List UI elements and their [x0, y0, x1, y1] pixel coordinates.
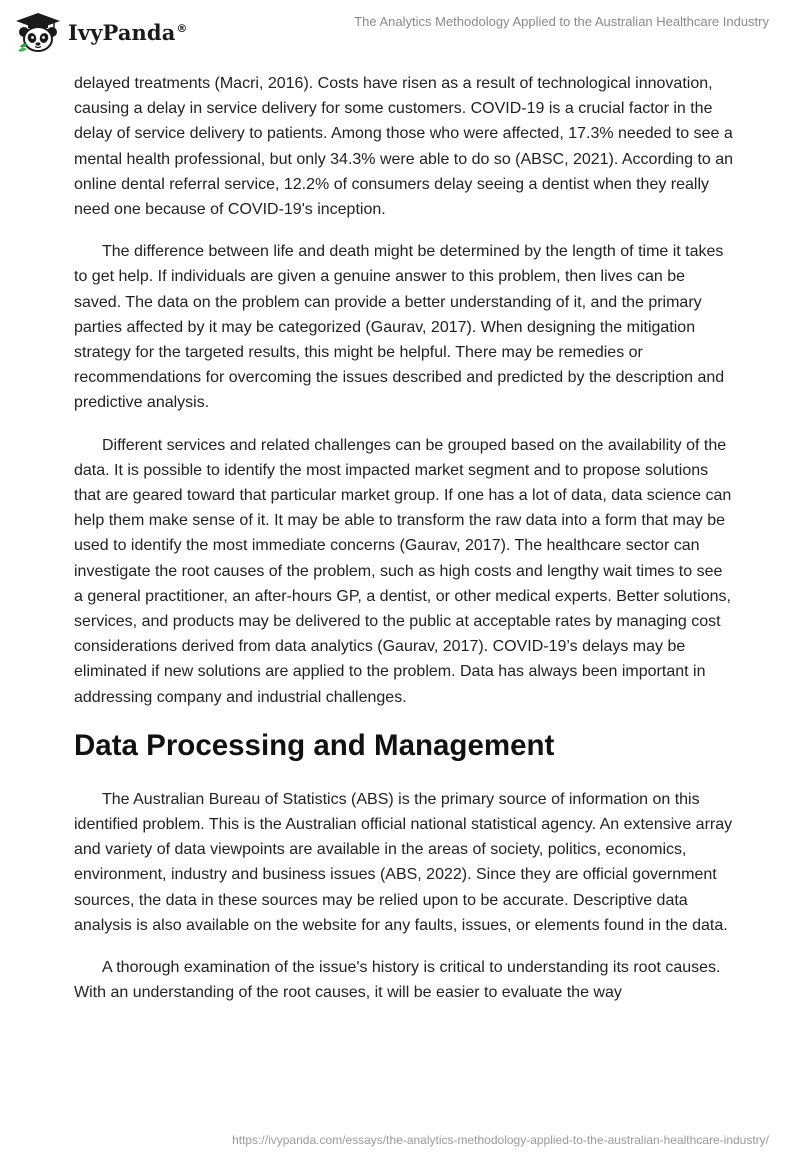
panda-graduate-icon — [14, 11, 62, 53]
section-heading: Data Processing and Management — [74, 728, 555, 762]
page-header — [0, 0, 800, 64]
body-paragraph: delayed treatments (Macri, 2016). Costs have risen as a result of technological innovation, causing a delay in service delivery for some customers. COVID-19 is a crucial factor in the delay of service delivery to patients. Among those who were affected, 17.3% needed to see a mental health professional, but only 34.3% were able to do so (ABSC, 2021). According to an online dental referral service, 12.2% of consumers delay seeing a dentist when they really need one because of COVID-19's inception. — [74, 75, 734, 219]
logo-wordmark: IvyPanda® — [68, 19, 188, 45]
body-paragraph: The difference between life and death might be determined by the length of time it takes to get help. If individuals are given a genuine answer to this problem, then lives can be saved. The data on the problem can provide a better understanding of it, and the primary parties affected by it may be categorized (Gaurav, 2017). When designing the mitigation strategy for the targeted results, this might be helpful. There may be remedies or recommendations for overcoming the issues described and predicted by the description and predictive analysis. — [74, 243, 725, 412]
body-paragraph: The Australian Bureau of Statistics (ABS) is the primary source of information on this identified problem. This is the Australian official national statistical agency. An extensive array and variety of data viewpoints are available in the areas of society, politics, economics, environment, industry and business issues (ABS, 2022). Since they are official government sources, the data in these sources may be relied upon to be accurate. Descriptive data analysis is also available on the website for any faults, issues, or elements found in the data. — [74, 790, 733, 934]
body-paragraph: Different services and related challenges can be grouped based on the availability of the data. It is possible to identify the most impacted market segment and to propose solutions that are geared toward that particular market group. If one has a lot of data, data science can help them make sense of it. It may be able to transform the raw data into a form that may be used to identify the most immediate concerns (Gaurav, 2017). The healthcare sector can investigate the root causes of the problem, such as high costs and lengthy wait times to see a general practitioner, an after-hours GP, a dentist, or other medical experts. Better solutions, services, and products may be delivered to the public at acceptable rates by managing cost considerations derived from data analytics (Gaurav, 2017). COVID-19’s delays may be eliminated if new solutions are applied to the problem. Data has always been important in addressing company and industrial challenges. — [74, 436, 732, 706]
document-title: The Analytics Methodology Applied to the Australian Healthcare Industry — [354, 14, 769, 29]
body-paragraph: A thorough examination of the issue's history is critical to understanding its root causes. With an understanding of the root causes, it will be easier to evaluate the way — [74, 959, 721, 1002]
essay-body — [74, 71, 734, 1023]
source-url-link[interactable]: https://ivypanda.com/essays/the-analytics-methodology-applied-to-the-australian-healthcare-industry/ — [232, 1133, 769, 1147]
registered-mark: ® — [176, 21, 188, 35]
ivypanda-logo[interactable] — [14, 10, 188, 54]
